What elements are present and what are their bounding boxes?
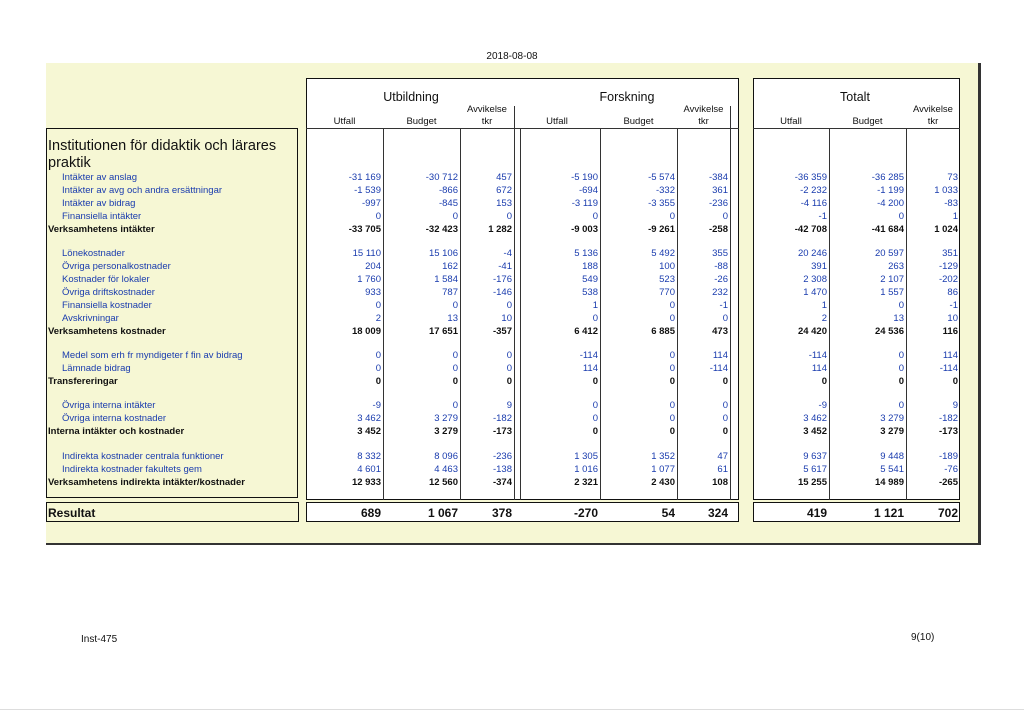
subtotal-cell: 24 536	[874, 326, 904, 337]
table-cell: -26	[714, 274, 728, 285]
table-cell: 1 305	[574, 451, 598, 462]
column-header-tkr: tkr	[698, 116, 709, 127]
table-cell: 3 462	[357, 413, 381, 424]
table-cell: -3 355	[648, 198, 675, 209]
table-cell: -236	[708, 198, 728, 209]
table-cell: 1 033	[934, 185, 958, 196]
column-header-budget: Budget	[623, 116, 654, 127]
table-cell: 0	[722, 413, 728, 424]
table-cell: -2 232	[800, 185, 827, 196]
table-cell: 1 584	[434, 274, 458, 285]
subtotal-label: Verksamhetens intäkter	[48, 224, 155, 235]
table-cell: 8 332	[357, 451, 381, 462]
row-label: Övriga interna kostnader	[62, 413, 167, 424]
table-cell: 0	[506, 350, 512, 361]
table-cell: 0	[669, 313, 675, 324]
table-cell: -182	[492, 413, 512, 424]
table-cell: 3 279	[434, 413, 458, 424]
table-cell: -83	[944, 198, 958, 209]
table-cell: 114	[712, 350, 728, 361]
table-cell: -332	[655, 185, 675, 196]
table-cell: -694	[578, 185, 598, 196]
table-cell: 1 470	[803, 287, 827, 298]
subtotal-cell: 1 282	[488, 224, 512, 235]
column-header-avvikelse: Avvikelse	[683, 104, 724, 115]
subtotal-cell: -374	[492, 477, 512, 488]
document-id: Inst-475	[81, 634, 118, 645]
table-cell: 361	[712, 185, 728, 196]
table-cell: 162	[442, 261, 458, 272]
column-header-tkr: tkr	[481, 116, 493, 127]
table-cell: -1 199	[877, 185, 904, 196]
table-cell: 1	[592, 300, 598, 311]
table-cell: 232	[712, 287, 728, 298]
table-cell: 0	[669, 400, 675, 411]
subtotal-cell: 0	[898, 376, 904, 387]
table-cell: 4 601	[357, 464, 381, 475]
row-label: Intäkter av bidrag	[62, 198, 136, 209]
subtotal-cell: -33 705	[348, 224, 381, 235]
scan-edge	[0, 709, 1024, 710]
table-cell: 355	[712, 248, 728, 259]
table-cell: 153	[496, 198, 512, 209]
table-cell: 0	[452, 400, 458, 411]
table-cell: -88	[714, 261, 728, 272]
report-shadow-bottom	[46, 543, 981, 545]
row-label: Intäkter av anslag	[62, 172, 137, 183]
table-cell: 10	[501, 313, 512, 324]
table-cell: 672	[496, 185, 512, 196]
table-cell: -3 119	[571, 198, 598, 209]
subtotal-cell: -41 684	[871, 224, 904, 235]
table-cell: -5 574	[648, 172, 675, 183]
report-date: 2018-08-08	[486, 51, 538, 62]
table-cell: -1	[818, 211, 827, 222]
subtotal-cell: 116	[942, 326, 958, 337]
result-cell: 54	[661, 506, 675, 520]
table-cell: 0	[669, 350, 675, 361]
column-header-tkr: tkr	[927, 116, 939, 127]
row-label: Finansiella intäkter	[62, 211, 142, 222]
table-cell: -9	[818, 400, 827, 411]
subtotal-cell: 12 933	[351, 477, 381, 488]
column-header-budget: Budget	[406, 116, 437, 127]
table-cell: 100	[659, 261, 675, 272]
table-cell: 0	[592, 400, 598, 411]
table-cell: 933	[365, 287, 381, 298]
subtotal-cell: -42 708	[794, 224, 827, 235]
row-label: Intäkter av avg och andra ersättningar	[62, 185, 223, 196]
row-label: Indirekta kostnader fakultets gem	[62, 464, 202, 475]
table-cell: 1 557	[880, 287, 904, 298]
column-header-budget: Budget	[852, 116, 883, 127]
subtotal-cell: 2 321	[574, 477, 598, 488]
table-cell: 0	[898, 350, 904, 361]
table-cell: -866	[438, 185, 458, 196]
subtotal-cell: 3 279	[880, 426, 904, 437]
column-header-utfall: Utfall	[780, 116, 802, 127]
table-cell: 15 110	[352, 248, 381, 259]
table-cell: 0	[669, 211, 675, 222]
table-cell: -4 200	[877, 198, 904, 209]
table-cell: 1 077	[651, 464, 675, 475]
header-separator	[753, 128, 960, 129]
table-cell: -182	[938, 413, 958, 424]
subtotal-cell: 14 989	[874, 477, 904, 488]
subtotal-cell: 0	[821, 376, 827, 387]
subtotal-cell: -258	[708, 224, 728, 235]
result-cell: 378	[491, 506, 512, 520]
table-cell: 457	[496, 172, 512, 183]
result-cell: 702	[937, 506, 958, 520]
table-cell: 0	[506, 363, 512, 374]
page-number: 9(10)	[911, 632, 935, 643]
subtotal-cell: 3 279	[434, 426, 458, 437]
table-cell: 0	[452, 363, 458, 374]
table-cell: 9	[952, 400, 958, 411]
subtotal-cell: 2 430	[651, 477, 675, 488]
table-cell: 5 492	[651, 248, 675, 259]
subtotal-cell: 18 009	[351, 326, 381, 337]
subtotal-cell: 108	[712, 477, 728, 488]
subtotal-cell: 0	[722, 376, 728, 387]
subtotal-cell: 0	[452, 376, 458, 387]
table-cell: -1	[949, 300, 958, 311]
table-cell: 5 136	[574, 248, 598, 259]
subtotal-cell: 0	[592, 376, 598, 387]
table-cell: 9	[506, 400, 512, 411]
subtotal-cell: 6 412	[574, 326, 598, 337]
column-divider	[829, 128, 830, 500]
table-cell: -36 285	[871, 172, 904, 183]
group-title-forskning: Forskning	[599, 90, 655, 104]
result-cell: 419	[806, 506, 827, 520]
table-cell: 538	[582, 287, 598, 298]
subtotal-cell: 0	[669, 376, 675, 387]
table-cell: 3 279	[880, 413, 904, 424]
table-cell: 114	[582, 363, 598, 374]
table-cell: 9 448	[880, 451, 904, 462]
table-cell: 15 106	[428, 248, 458, 259]
row-label: Avskrivningar	[62, 313, 119, 324]
table-cell: -5 190	[571, 172, 598, 183]
table-cell: 0	[669, 363, 675, 374]
table-cell: 13	[447, 313, 458, 324]
table-cell: 0	[592, 211, 598, 222]
column-divider	[383, 128, 384, 500]
column-divider	[520, 128, 521, 500]
subtotal-cell: 3 452	[803, 426, 827, 437]
subtotal-cell: -32 423	[425, 224, 458, 235]
report-title: Institutionen för didaktik och lärares praktik	[48, 138, 277, 171]
subtotal-cell: 6 885	[651, 326, 675, 337]
table-cell: 73	[947, 172, 958, 183]
table-cell: 1	[952, 211, 958, 222]
table-cell: -114	[939, 363, 958, 374]
table-cell: 0	[722, 313, 728, 324]
table-cell: 0	[898, 300, 904, 311]
column-divider	[600, 128, 601, 500]
table-cell: 0	[592, 313, 598, 324]
table-cell: 2	[375, 313, 381, 324]
table-cell: -9	[372, 400, 381, 411]
table-cell: 2 107	[880, 274, 904, 285]
table-cell: 2	[821, 313, 827, 324]
row-label: Lämnade bidrag	[62, 363, 131, 374]
subtotal-cell: 0	[592, 426, 598, 437]
table-cell: 351	[942, 248, 958, 259]
table-cell: -36 359	[794, 172, 827, 183]
table-cell: 3 462	[803, 413, 827, 424]
table-cell: 5 617	[803, 464, 827, 475]
table-cell: 0	[375, 211, 381, 222]
table-cell: -236	[492, 451, 512, 462]
table-cell: 0	[669, 300, 675, 311]
subtotal-cell: -265	[938, 477, 958, 488]
table-cell: 114	[811, 363, 827, 374]
subtotal-cell: -9 003	[571, 224, 598, 235]
subtotal-cell: 0	[375, 376, 381, 387]
column-divider	[514, 128, 515, 500]
table-cell: 0	[375, 363, 381, 374]
table-cell: 8 096	[434, 451, 458, 462]
table-cell: -114	[579, 350, 598, 361]
table-cell: 188	[582, 261, 598, 272]
result-cell: 324	[707, 506, 728, 520]
table-cell: -114	[808, 350, 827, 361]
subtotal-cell: 0	[952, 376, 958, 387]
table-cell: -997	[361, 198, 381, 209]
table-cell: -76	[944, 464, 958, 475]
table-cell: 0	[898, 400, 904, 411]
group-title-totalt: Totalt	[840, 90, 870, 104]
table-cell: 0	[452, 350, 458, 361]
table-cell: -146	[492, 287, 512, 298]
table-cell: -138	[492, 464, 512, 475]
table-cell: 0	[375, 300, 381, 311]
column-divider	[730, 128, 731, 500]
subtotal-cell: 17 651	[428, 326, 458, 337]
table-cell: -129	[938, 261, 958, 272]
table-cell: 5 541	[880, 464, 904, 475]
table-cell: -114	[709, 363, 728, 374]
result-label: Resultat	[48, 506, 96, 520]
column-header-utfall: Utfall	[546, 116, 568, 127]
table-cell: 549	[582, 274, 598, 285]
subtotal-cell: 12 560	[428, 477, 458, 488]
row-label: Övriga driftskostnader	[62, 287, 155, 298]
subtotal-cell: -173	[938, 426, 958, 437]
subtotal-cell: 1 024	[934, 224, 958, 235]
subtotal-label: Transfereringar	[48, 376, 118, 387]
table-cell: -176	[492, 274, 512, 285]
table-cell: 787	[442, 287, 458, 298]
table-cell: 13	[893, 313, 904, 324]
table-cell: -189	[938, 451, 958, 462]
subtotal-cell: 473	[712, 326, 728, 337]
table-cell: 1 760	[357, 274, 381, 285]
header-separator	[306, 128, 739, 129]
table-cell: -4 116	[800, 198, 827, 209]
column-header-utfall: Utfall	[333, 116, 356, 127]
subtotal-cell: -357	[492, 326, 512, 337]
table-cell: -41	[498, 261, 512, 272]
column-header-avvikelse: Avvikelse	[467, 104, 507, 115]
subtotal-cell: 0	[722, 426, 728, 437]
table-cell: 1 352	[651, 451, 675, 462]
table-cell: -845	[438, 198, 458, 209]
table-cell: 0	[506, 211, 512, 222]
table-cell: 0	[592, 413, 598, 424]
row-label: Indirekta kostnader centrala funktioner	[62, 451, 224, 462]
table-cell: -384	[708, 172, 728, 183]
table-cell: 0	[722, 400, 728, 411]
subtotal-cell: -9 261	[648, 224, 675, 235]
table-cell: 20 597	[874, 248, 904, 259]
subtotal-cell: 0	[669, 426, 675, 437]
table-cell: 523	[659, 274, 675, 285]
table-cell: -1	[719, 300, 728, 311]
table-cell: -4	[503, 248, 512, 259]
table-cell: 0	[669, 413, 675, 424]
table-cell: 263	[888, 261, 904, 272]
row-label: Övriga personalkostnader	[62, 261, 171, 272]
table-cell: 770	[659, 287, 675, 298]
table-cell: 0	[898, 363, 904, 374]
table-cell: 2 308	[803, 274, 827, 285]
table-cell: 391	[811, 261, 827, 272]
table-cell: 61	[717, 464, 728, 475]
table-cell: -202	[938, 274, 958, 285]
row-label: Medel som erh fr myndigeter f fin av bidrag	[62, 350, 243, 361]
subtotal-cell: 15 255	[797, 477, 827, 488]
column-header-avvikelse: Avvikelse	[913, 104, 953, 115]
row-label: Kostnader för lokaler	[62, 274, 150, 285]
table-cell: 9 637	[803, 451, 827, 462]
row-label: Övriga interna intäkter	[62, 400, 156, 411]
table-cell: 0	[452, 300, 458, 311]
group-title-utbildning: Utbildning	[383, 90, 439, 104]
subtotal-cell: -173	[492, 426, 512, 437]
table-cell: 0	[506, 300, 512, 311]
row-label: Finansiella kostnader	[62, 300, 152, 311]
table-cell: 0	[375, 350, 381, 361]
table-cell: 0	[898, 211, 904, 222]
table-cell: 10	[947, 313, 958, 324]
table-cell: 0	[722, 211, 728, 222]
subtotal-label: Verksamhetens kostnader	[48, 326, 166, 337]
table-cell: 204	[365, 261, 381, 272]
table-cell: 20 246	[797, 248, 827, 259]
table-cell: 1	[821, 300, 827, 311]
result-cell: -270	[573, 506, 598, 520]
table-cell: -30 712	[425, 172, 458, 183]
table-cell: 1 016	[574, 464, 598, 475]
result-cell: 1 121	[873, 506, 904, 520]
subtotal-cell: 0	[506, 376, 512, 387]
subtotal-cell: 24 420	[797, 326, 827, 337]
table-cell: 47	[717, 451, 728, 462]
report-shadow-right	[978, 63, 981, 545]
table-cell: 0	[452, 211, 458, 222]
table-cell: 114	[942, 350, 958, 361]
subtotal-cell: 3 452	[357, 426, 381, 437]
result-cell: 689	[360, 506, 381, 520]
table-cell: -31 169	[348, 172, 381, 183]
subtotal-label: Interna intäkter och kostnader	[48, 426, 185, 437]
table-cell: 86	[947, 287, 958, 298]
result-cell: 1 067	[427, 506, 458, 520]
table-cell: 4 463	[434, 464, 458, 475]
row-label: Lönekostnader	[62, 248, 125, 259]
subtotal-label: Verksamhetens indirekta intäkter/kostnader	[48, 477, 245, 488]
table-cell: -1 539	[354, 185, 381, 196]
